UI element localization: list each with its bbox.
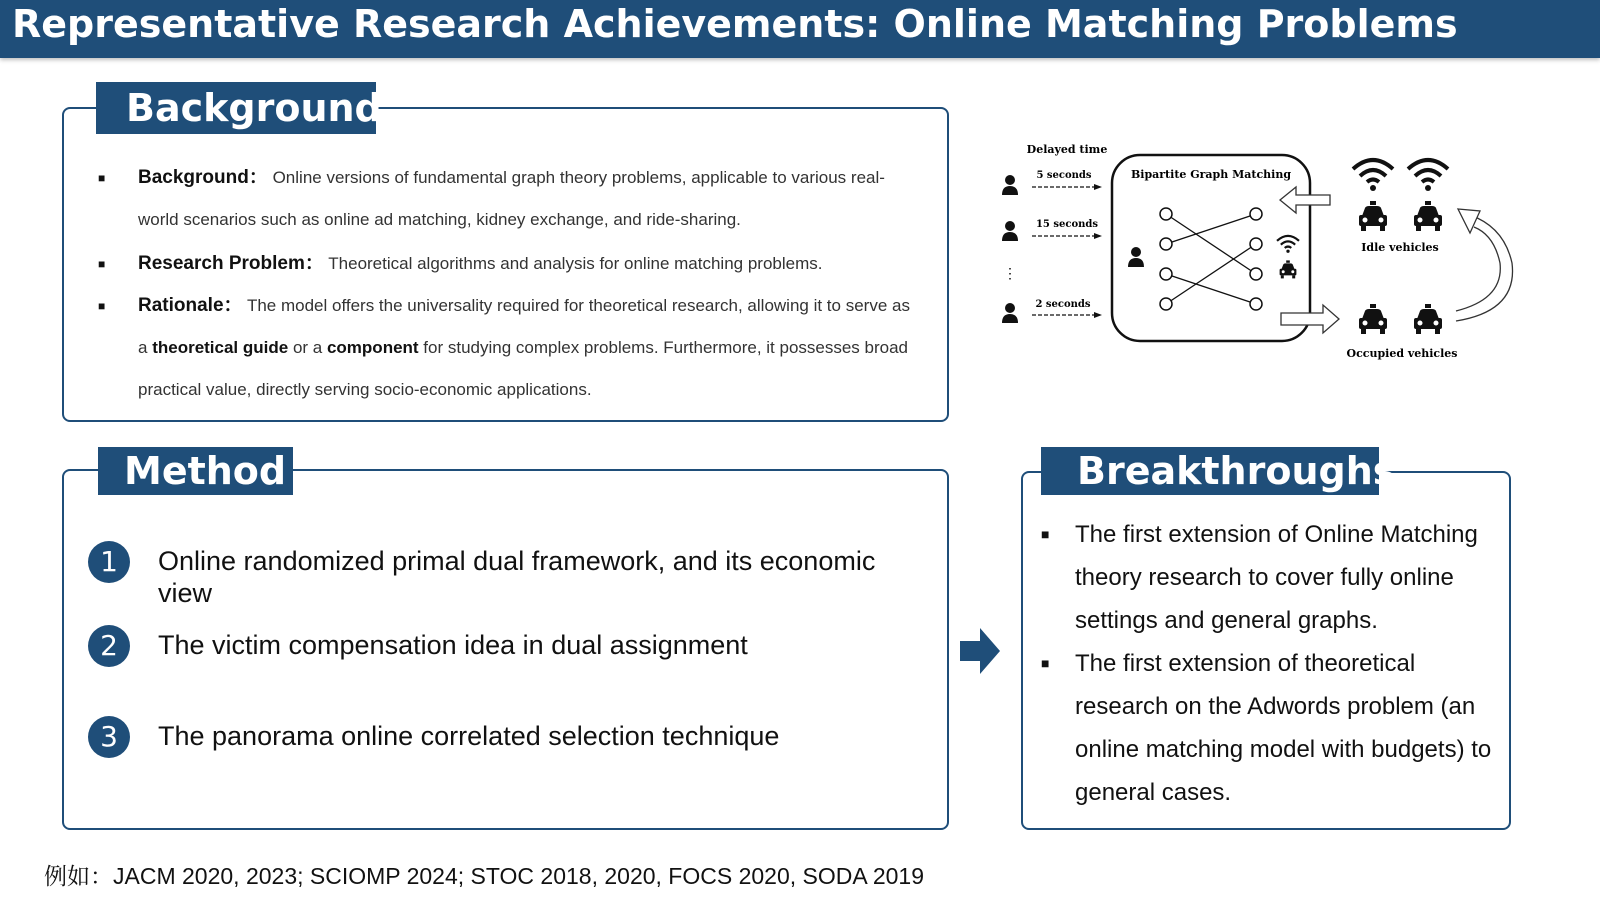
bipartite-box xyxy=(1112,155,1310,341)
background-item-research-problem xyxy=(98,243,918,285)
rationale-text-b: or a xyxy=(288,338,327,357)
background-tab: Background xyxy=(96,82,376,134)
bipartite-title: Bipartite Graph Matching xyxy=(1130,168,1292,181)
person-icon xyxy=(1002,303,1018,323)
wifi-icon xyxy=(1353,160,1393,191)
person-icon xyxy=(1002,175,1018,195)
method-panel xyxy=(62,469,949,830)
bullet-icon: ■ xyxy=(1041,526,1050,542)
breakthrough-item xyxy=(1041,642,1511,814)
delayed-time-label: Delayed time xyxy=(1026,143,1108,156)
ellipsis-vertical: ⋮ xyxy=(1003,266,1017,282)
delay-arrows xyxy=(1032,187,1099,315)
rationale-bold-a: theoretical guide xyxy=(152,338,289,357)
car-icon xyxy=(1414,304,1442,334)
background-item-rationale xyxy=(98,285,918,411)
method-tab: Method xyxy=(98,447,293,495)
rationale-bold-b: component xyxy=(326,338,419,357)
background-panel xyxy=(62,107,949,422)
delay-label-3: 2 seconds xyxy=(1035,299,1091,310)
publications-note: 例如：JACM 2020, 2023; SCIOMP 2024; STOC 2018, 2020, FOCS 2020, SODA 2019 xyxy=(44,863,924,889)
method-text: The victim compensation idea in dual assignment xyxy=(158,630,748,660)
matching-diagram xyxy=(990,135,1550,375)
breakthrough-text: The first extension of Online Matching theory research to cover fully online settings and general graphs. xyxy=(1075,521,1478,634)
background-list xyxy=(98,157,918,411)
bullet-icon: ■ xyxy=(1041,655,1050,671)
car-icon xyxy=(1359,201,1387,231)
number-badge: 2 xyxy=(88,625,130,667)
method-text: Online randomized primal dual framework, and its economic view xyxy=(158,546,876,608)
method-text: The panorama online correlated selection technique xyxy=(158,721,780,751)
rationale-text-a: The model offers the universality required for theoretical research, allowing it to serve as a xyxy=(138,296,910,357)
research-problem-text: Theoretical algorithms and analysis for online matching problems. xyxy=(323,254,823,273)
background-item-background xyxy=(98,157,918,241)
method-item xyxy=(88,625,918,675)
delay-label-2: 15 seconds xyxy=(1035,219,1099,230)
breakthrough-text: The first extension of theoretical research on the Adwords problem (an online matching model with budgets) to general cases. xyxy=(1075,650,1492,806)
car-icon xyxy=(1359,304,1387,334)
breakthrough-item xyxy=(1041,513,1511,642)
background-text: Online versions of fundamental graph theory problems, applicable to various real-world scenarios such as online ad matching, kidney exchange, and ride-sharing. xyxy=(138,168,885,229)
bullet-icon: ■ xyxy=(98,257,106,271)
bullet-icon: ■ xyxy=(98,171,106,185)
car-icon xyxy=(1414,201,1442,231)
right-arrow-icon xyxy=(960,628,1002,674)
idle-vehicles-label: Idle vehicles xyxy=(1361,241,1439,254)
breakthroughs-panel xyxy=(1021,471,1511,830)
breakthroughs-list xyxy=(1041,513,1511,814)
wifi-icon xyxy=(1408,160,1448,191)
method-item xyxy=(88,541,918,621)
rationale-text-c: for studying complex problems. Furthermore, it possesses broad practical value, directly serving socio-economic applications. xyxy=(138,338,909,399)
occupied-vehicles-label: Occupied vehicles xyxy=(1346,347,1458,360)
title-bar xyxy=(0,0,1600,58)
background-lead: Background： xyxy=(138,167,268,188)
rationale-lead: Rationale： xyxy=(138,295,243,316)
number-badge: 3 xyxy=(88,716,130,758)
cycle-arrow xyxy=(1456,215,1513,321)
method-item xyxy=(88,716,918,766)
person-icon xyxy=(1002,221,1018,241)
breakthroughs-tab: Breakthroughs xyxy=(1041,447,1379,495)
delay-label-1: 5 seconds xyxy=(1036,170,1092,181)
bullet-icon: ■ xyxy=(98,299,106,313)
slide-title: Representative Research Achievements: Online Matching Problems xyxy=(12,2,1458,46)
number-badge: 1 xyxy=(88,541,130,583)
research-problem-lead: Research Problem： xyxy=(138,253,324,274)
